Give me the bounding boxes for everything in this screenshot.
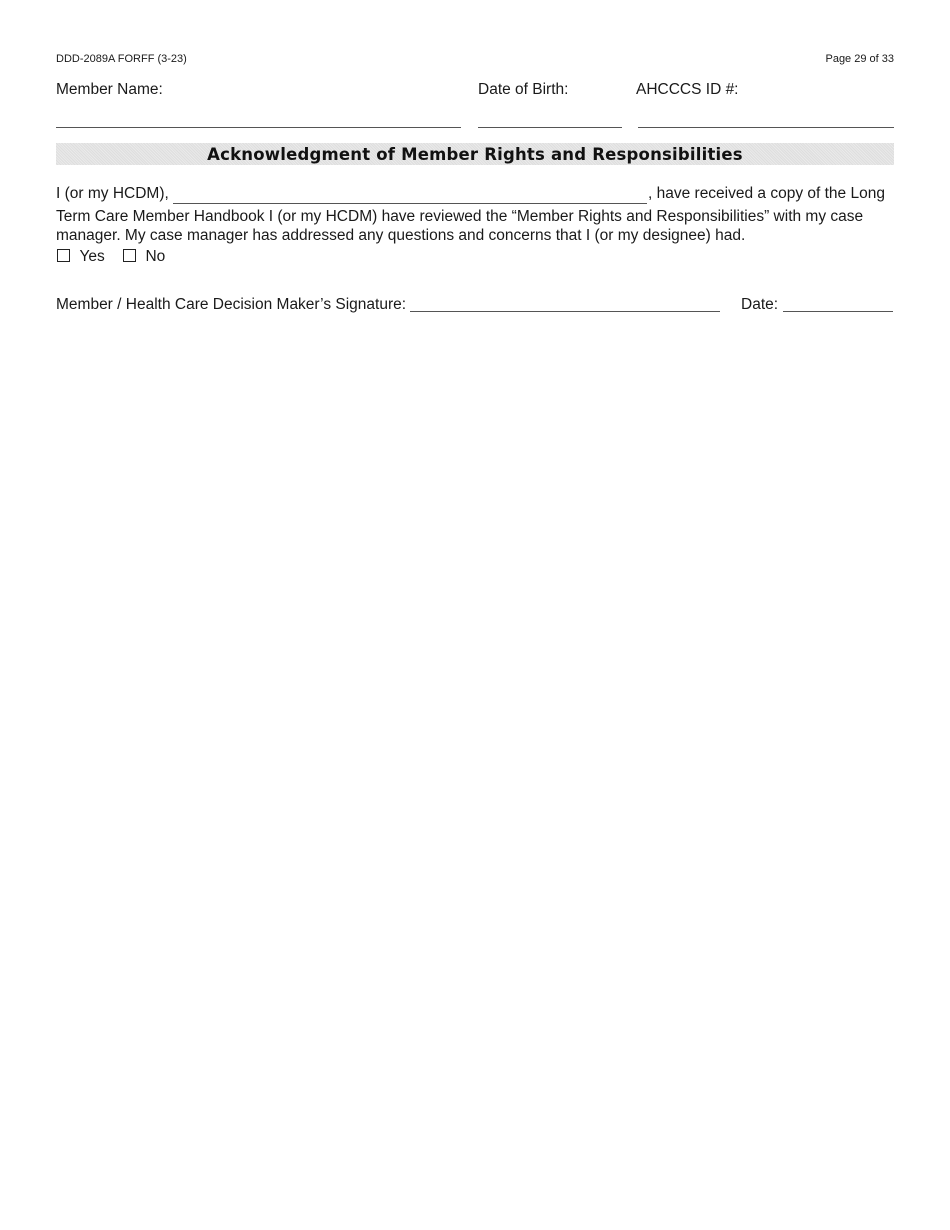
member-name-label: Member Name: (56, 81, 163, 98)
hcdm-name-field[interactable] (173, 203, 647, 204)
ack-line3: manager. My case manager has addressed any questions and concerns that I (or my designee) had. (56, 227, 746, 244)
no-option[interactable] (123, 248, 165, 266)
ahcccs-id-label: AHCCCS ID #: (636, 81, 739, 98)
yes-option[interactable] (57, 248, 105, 266)
ack-line1-suffix: , have received a copy of the Long (648, 185, 885, 202)
yes-label: Yes (79, 248, 105, 265)
yes-checkbox[interactable] (57, 249, 70, 262)
ack-line2: Term Care Member Handbook I (or my HCDM) have reviewed the “Member Rights and Responsibilities” with my case (56, 208, 864, 225)
dob-label: Date of Birth: (478, 81, 569, 98)
ahcccs-id-field[interactable] (638, 127, 894, 128)
no-checkbox[interactable] (123, 249, 136, 262)
section-banner (56, 143, 894, 165)
no-label: No (145, 248, 166, 265)
form-id: DDD-2089A FORFF (3-23) (56, 53, 187, 65)
ack-line1-prefix: I (or my HCDM), (56, 185, 169, 202)
date-label: Date: (741, 296, 779, 313)
date-field[interactable] (783, 311, 893, 312)
dob-field[interactable] (478, 127, 622, 128)
section-title: Acknowledgment of Member Rights and Responsibilities (207, 144, 743, 164)
signature-label: Member / Health Care Decision Maker’s Signature: (56, 296, 407, 313)
page-number: Page 29 of 33 (825, 53, 894, 65)
signature-field[interactable] (410, 311, 720, 312)
member-name-field[interactable] (56, 127, 461, 128)
